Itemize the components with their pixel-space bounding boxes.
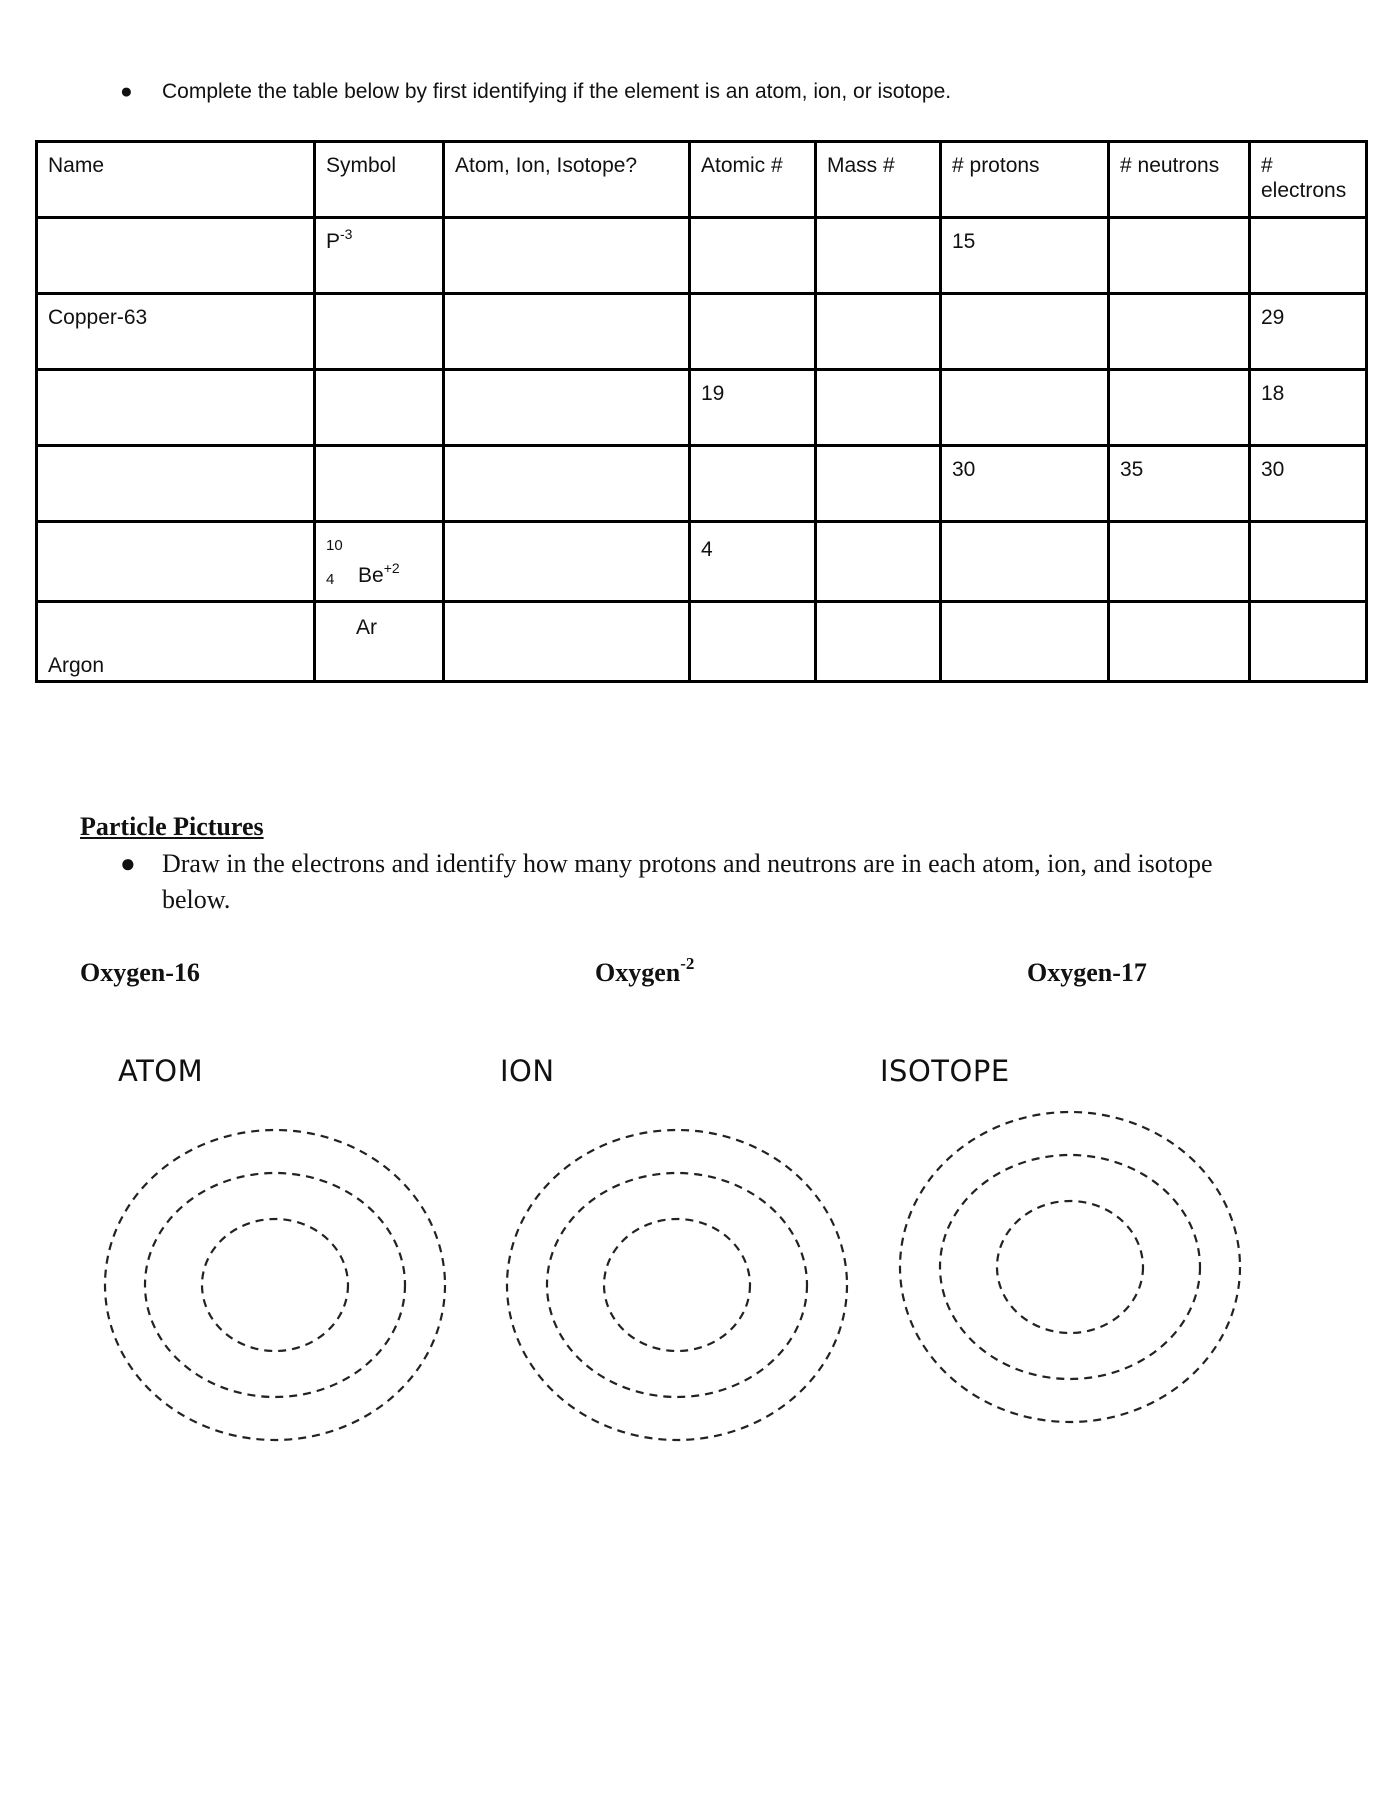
cell-type[interactable] [444,294,690,370]
cell-electrons[interactable]: 18 [1250,370,1367,446]
header-mass-number: Mass # [816,142,941,218]
cell-mass-number[interactable] [816,294,941,370]
header-symbol: Symbol [315,142,444,218]
middle-shell [145,1173,405,1397]
cell-neutrons[interactable] [1109,294,1250,370]
cell-electrons[interactable] [1250,602,1367,682]
heading-oxygen-ion [595,954,695,988]
cell-neutrons[interactable] [1109,218,1250,294]
header-type: Atom, Ion, Isotope? [444,142,690,218]
cell-protons[interactable] [941,370,1109,446]
cell-mass-number[interactable] [816,602,941,682]
cell-atomic-number[interactable] [690,446,816,522]
header-protons: # protons [941,142,1109,218]
symbol-charge: +2 [383,560,400,576]
cell-mass-number[interactable] [816,218,941,294]
cell-neutrons[interactable] [1109,602,1250,682]
cell-atomic-number[interactable] [690,218,816,294]
label-isotope: ISOTOPE [880,1054,1010,1088]
heading-oxygen-16: Oxygen-16 [80,958,200,987]
cell-electrons[interactable] [1250,522,1367,602]
label-ion: ION [500,1054,555,1088]
cell-symbol[interactable] [315,294,444,370]
cell-name[interactable] [37,370,315,446]
particle-instruction [120,846,1280,918]
header-name: Name [37,142,315,218]
cell-type[interactable] [444,446,690,522]
cell-name[interactable] [37,602,315,682]
table-instruction-text: Complete the table below by first identifying if the element is an atom, ion, or isotope. [162,80,952,103]
heading-oxygen-17: Oxygen-17 [1027,958,1147,987]
cell-name[interactable] [37,522,315,602]
cell-mass-number[interactable] [816,446,941,522]
symbol-base: Be [358,564,384,587]
argon-name: Argon [48,654,105,677]
header-electrons: # electrons [1250,142,1367,218]
cell-type[interactable] [444,218,690,294]
cell-symbol[interactable] [315,218,444,294]
cell-electrons[interactable]: 29 [1250,294,1367,370]
outer-shell [507,1130,847,1440]
table-row [37,370,1367,446]
cell-neutrons[interactable]: 35 [1109,446,1250,522]
inner-shell [202,1219,348,1351]
isotope-shell-diagram[interactable] [895,1100,1245,1435]
cell-symbol[interactable] [315,446,444,522]
inner-shell [997,1201,1143,1333]
middle-shell [547,1173,807,1397]
heading-charge: -2 [680,954,695,973]
cell-protons[interactable] [941,522,1109,602]
cell-name[interactable]: Copper-63 [37,294,315,370]
table-row [37,602,1367,682]
cell-symbol[interactable] [315,522,444,602]
cell-neutrons[interactable] [1109,522,1250,602]
cell-type[interactable] [444,522,690,602]
atom-shell-diagram[interactable] [100,1118,450,1453]
element-table [35,140,1368,683]
symbol-base: Ar [356,616,377,639]
cell-atomic-number[interactable]: 4 [690,522,816,602]
symbol-charge: -3 [340,226,353,242]
outer-shell [900,1112,1240,1422]
header-neutrons: # neutrons [1109,142,1250,218]
cell-type[interactable] [444,602,690,682]
cell-type[interactable] [444,370,690,446]
particle-instruction-text: Draw in the electrons and identify how many protons and neutrons are in each atom, ion, and isotope below. [162,849,1213,914]
cell-symbol[interactable] [315,602,444,682]
cell-protons[interactable]: 15 [941,218,1109,294]
table-row [37,446,1367,522]
bullet-icon: ● [120,849,136,878]
table-row [37,218,1367,294]
cell-atomic-number[interactable] [690,294,816,370]
bullet-icon: ● [120,80,133,103]
ion-shell-diagram[interactable] [502,1118,852,1453]
cell-mass-number[interactable] [816,522,941,602]
section-title: Particle Pictures [80,812,264,841]
inner-shell [604,1219,750,1351]
label-atom: ATOM [118,1054,204,1088]
cell-electrons[interactable]: 30 [1250,446,1367,522]
header-atomic-number: Atomic # [690,142,816,218]
table-row [37,522,1367,602]
cell-protons[interactable] [941,294,1109,370]
symbol-base: P [326,230,341,253]
cell-mass-number[interactable] [816,370,941,446]
symbol-mass-number: 10 [326,537,343,554]
cell-name[interactable] [37,446,315,522]
heading-base: Oxygen [595,958,681,987]
cell-electrons[interactable] [1250,218,1367,294]
cell-name[interactable] [37,218,315,294]
cell-atomic-number[interactable]: 19 [690,370,816,446]
cell-protons[interactable] [941,602,1109,682]
outer-shell [105,1130,445,1440]
table-row [37,294,1367,370]
table-header-row [37,142,1367,218]
symbol-atomic-number: 4 [326,571,335,588]
cell-protons[interactable]: 30 [941,446,1109,522]
cell-neutrons[interactable] [1109,370,1250,446]
cell-atomic-number[interactable] [690,602,816,682]
middle-shell [940,1155,1200,1379]
cell-symbol[interactable] [315,370,444,446]
